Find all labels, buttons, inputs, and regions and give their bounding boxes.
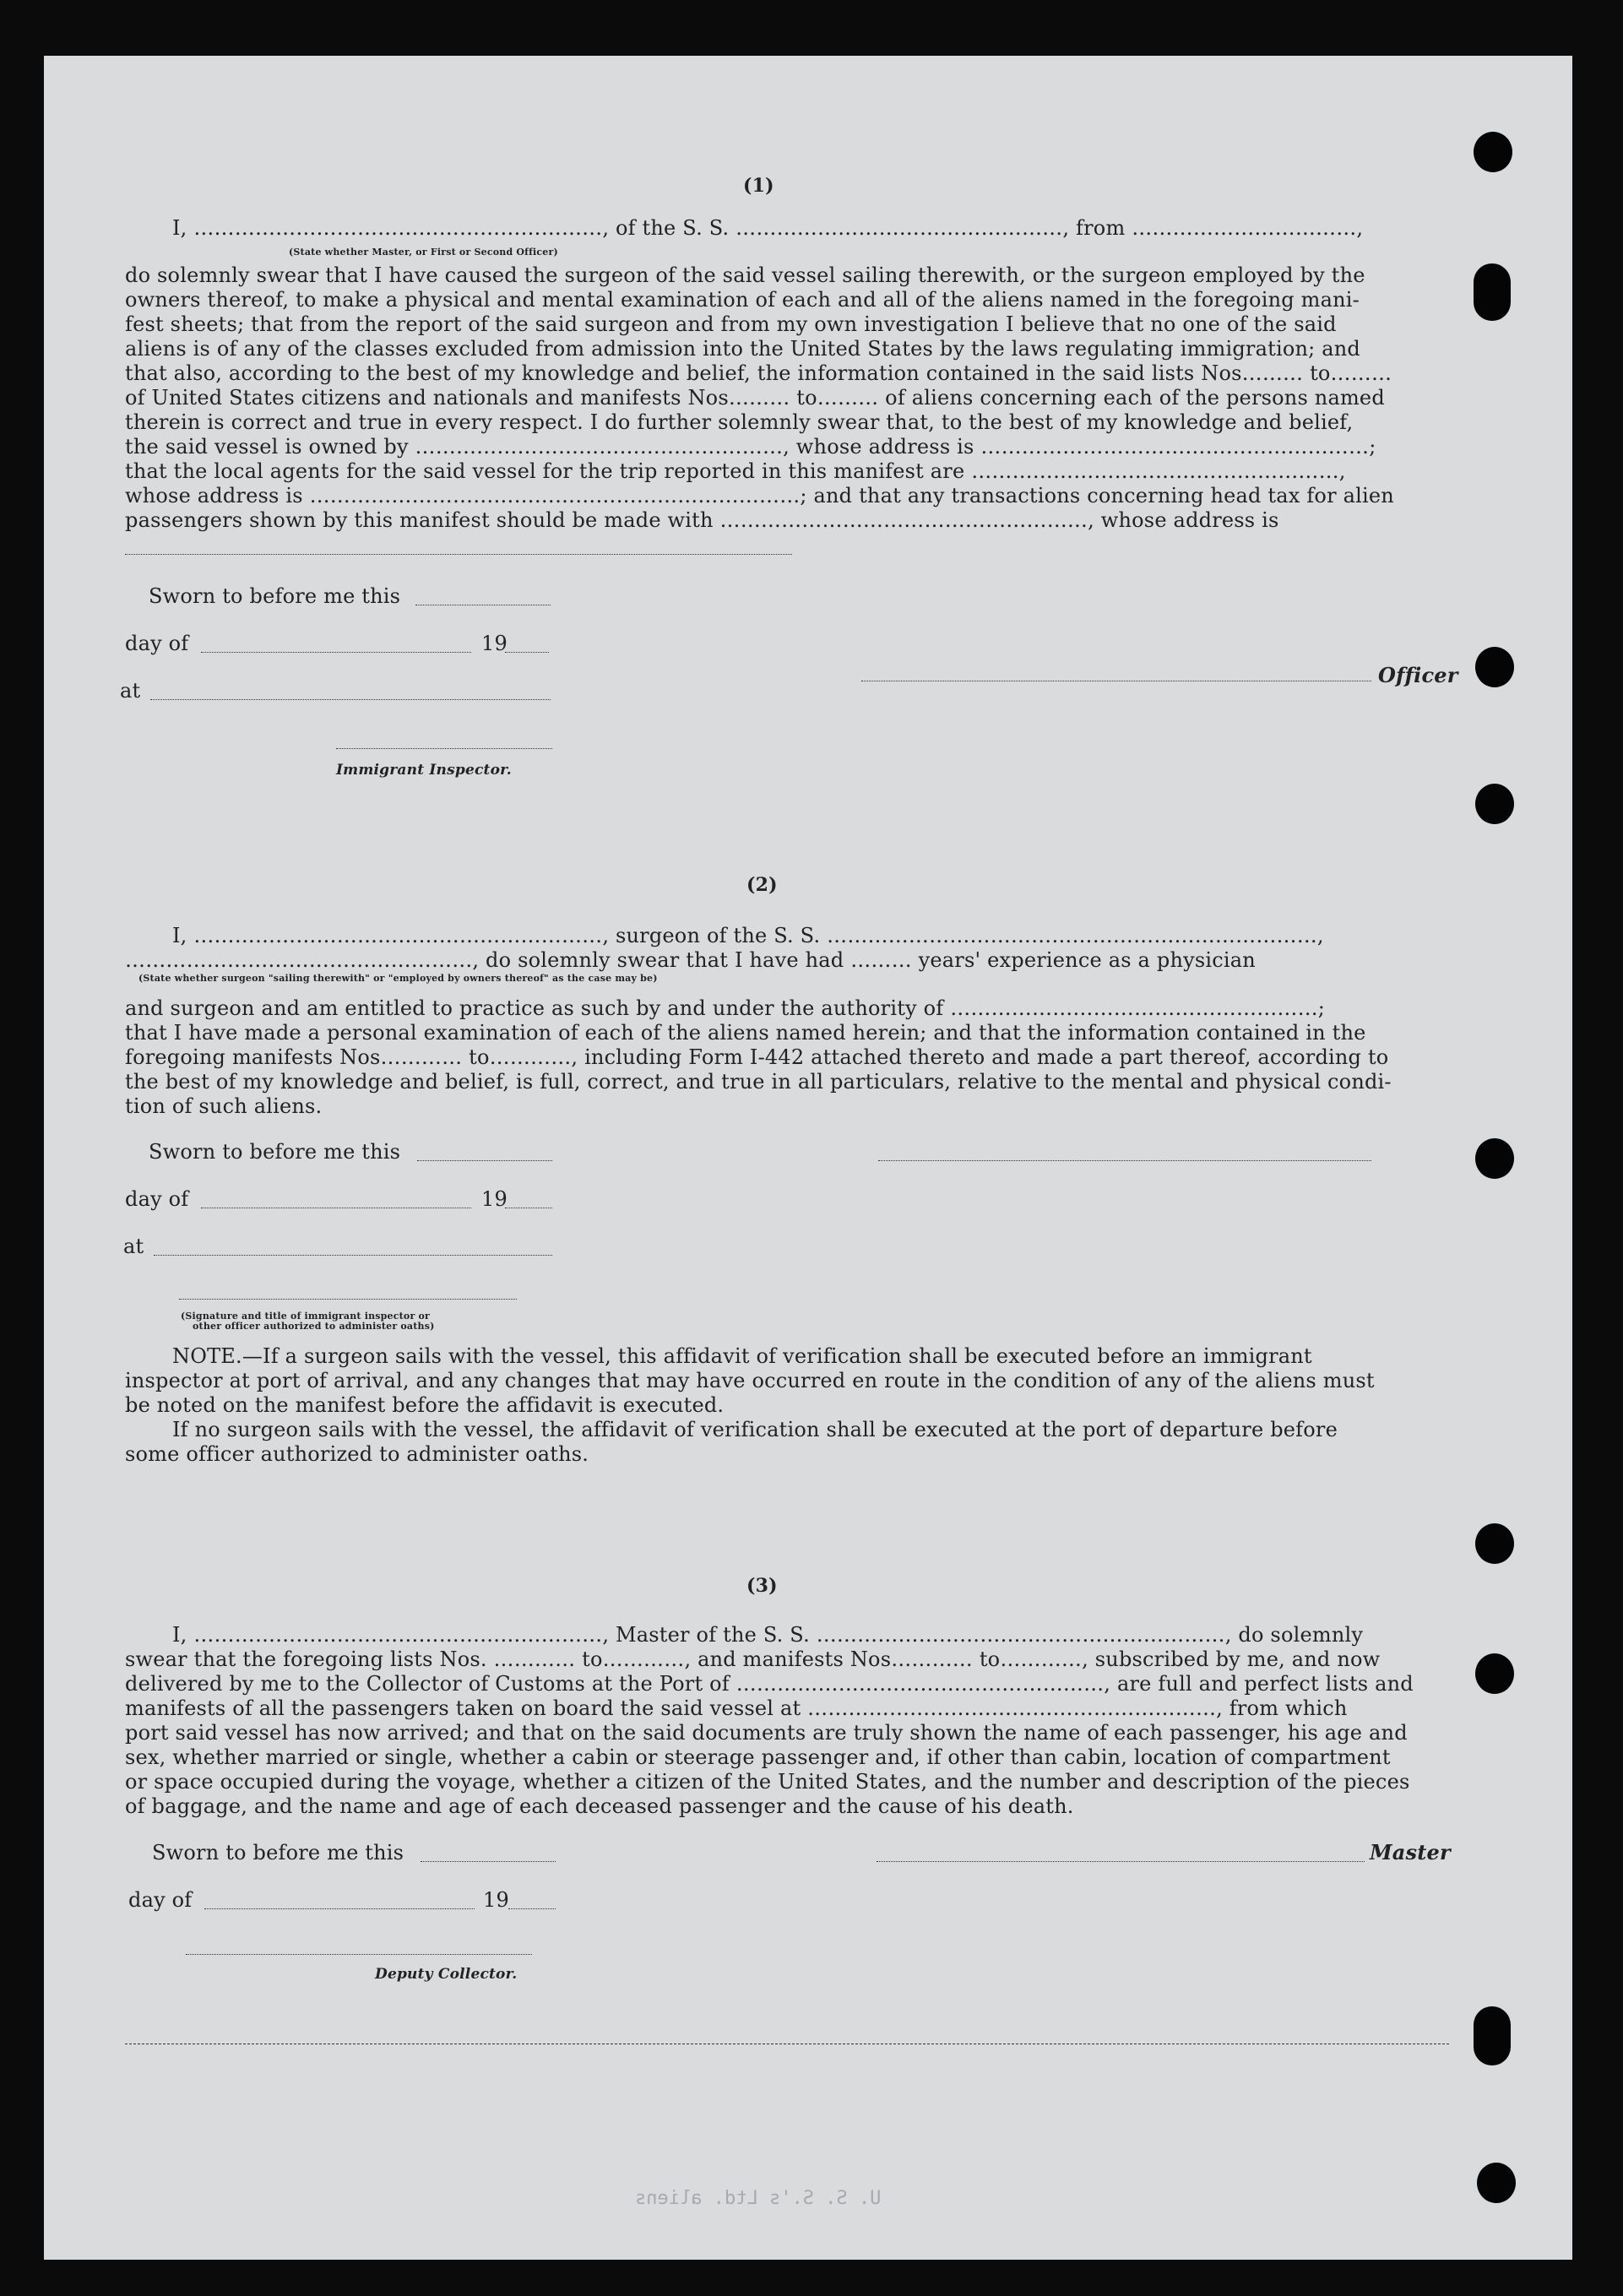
s2-sworn-label: Sworn to before me this [149,1140,401,1164]
punch-hole [1474,2006,1511,2065]
s2-sworn-line [417,1160,552,1161]
s3-line-8: of baggage, and the name and age of each deceased passenger and the cause of his death. [125,1794,1074,1818]
punch-hole [1475,784,1514,824]
punch-hole [1474,132,1512,172]
s2-note-4: If no surgeon sails with the vessel, the affidavit of verification shall be executed at the port of departure before [172,1418,1338,1441]
s3-master-label: Master [1370,1840,1451,1864]
s2-surgeon-signature-line [878,1160,1371,1161]
s1-day-label: day of [125,632,189,655]
s2-line-3: and surgeon and am entitled to practice as such by and under the authority of ………………………………………………; [125,996,1326,1020]
s3-sworn-line [421,1861,556,1862]
punch-hole [1474,263,1511,321]
s1-year-label: 19 [481,632,508,655]
s2-surgeon-hint: (State whether surgeon "sailing therewith" or "employed by owners thereof" as the case may be) [138,973,658,984]
s1-line-7: of United States citizens and nationals and manifests Nos……… to……… of aliens concerning each of the persons named [125,386,1385,410]
s2-signature-caption-1: (Signature and title of immigrant inspector or [181,1311,431,1322]
s1-line-8: therein is correct and true in every respect. I do further solemnly swear that, to the best of my knowledge and belief, [125,410,1354,434]
s1-inspector-caption: Immigrant Inspector. [336,762,512,779]
s3-year-line [508,1908,556,1909]
s1-line-5: aliens is of any of the classes excluded from admission into the United States by the laws regulating immigration; and [125,337,1360,361]
s2-at-label: at [123,1235,144,1258]
s1-officer-hint: (State whether Master, or First or Second Officer) [289,247,558,258]
s1-line-10: that the local agents for the said vessel for the trip reported in this manifest are ………………………………………………, [125,459,1346,483]
s3-line-6: sex, whether married or single, whether a cabin or steerage passenger and, if other than cabin, location of compartment [125,1745,1391,1769]
s2-day-label: day of [125,1187,189,1211]
section-1-number: (1) [743,175,774,197]
s3-line-2: swear that the foregoing lists Nos. ………… to…………, and manifests Nos………… to…………, subscribed by me, and now [125,1647,1381,1671]
s2-inspector-signature-line [179,1299,517,1300]
s3-deputy-caption: Deputy Collector. [375,1966,518,1983]
s2-line-4: that I have made a personal examination of each of the aliens named herein; and that the information contained in the [125,1021,1366,1045]
manifest-affidavit-page [44,56,1572,2260]
s1-at-line [150,699,551,700]
s3-collector-signature-line [186,1954,532,1955]
s1-inspector-signature-line [336,748,552,749]
s2-at-line [154,1255,552,1256]
s2-note-2: inspector at port of arrival, and any changes that may have occurred en route in the condition of any of the aliens must [125,1369,1375,1392]
s3-line-1: I, ……………………………………………………, Master of the S. S. ……………………………………………………, do solemnly [172,1623,1364,1647]
s1-at-label: at [120,679,141,703]
s1-line-2: do solemnly swear that I have caused the surgeon of the said vessel sailing therewith, or the surgeon employed by the [125,263,1365,287]
s2-line-5: foregoing manifests Nos………… to…………, including Form I-442 attached thereto and made a part thereof, according to [125,1045,1389,1069]
s3-line-3: delivered by me to the Collector of Customs at the Port of ………………………………………………, are full and perfect lists and [125,1672,1414,1696]
s2-note-3: be noted on the manifest before the affidavit is executed. [125,1393,725,1417]
s2-year-label: 19 [481,1187,508,1211]
bleed-through-text: U. S. S.'s Ltd. aliens [635,2188,882,2209]
s3-master-signature-line [877,1861,1365,1862]
s1-officer-label: Officer [1378,663,1458,687]
s3-day-label: day of [128,1888,193,1912]
s2-note-5: some officer authorized to administer oaths. [125,1442,589,1466]
s1-line-12: passengers shown by this manifest should be made with ………………………………………………, whose address is [125,508,1279,532]
s2-line-7: tion of such aliens. [125,1094,323,1118]
s1-line-3: owners thereof, to make a physical and mental examination of each and all of the aliens named in the foregoing mani- [125,288,1360,312]
s3-line-5: port said vessel has now arrived; and that on the said documents are truly shown the name of each passenger, his age and [125,1721,1408,1745]
s3-sworn-label: Sworn to before me this [152,1841,404,1864]
s1-address-line [125,554,792,555]
s1-line-6: that also, according to the best of my knowledge and belief, the information contained in the said lists Nos……… to……… [125,361,1392,385]
s1-line-9: the said vessel is owned by ………………………………………………, whose address is …………………………………………………; [125,435,1376,459]
s1-line-1: I, ……………………………………………………, of the S. S. …………………………………………, from ……………………………, [172,216,1364,240]
section-2-number: (2) [746,874,778,896]
s3-line-4: manifests of all the passengers taken on board the said vessel at ……………………………………………………, from which [125,1696,1348,1720]
punch-hole [1475,647,1514,687]
punch-hole [1475,1138,1514,1179]
s1-line-11: whose address is ………………………………………………………………; and that any transactions concerning head tax for alien [125,484,1394,508]
s2-line-6: the best of my knowledge and belief, is full, correct, and true in all particulars, relative to the mental and physical condi- [125,1070,1392,1094]
punch-hole [1475,1653,1514,1694]
s1-sworn-label: Sworn to before me this [149,584,401,608]
s3-line-7: or space occupied during the voyage, whether a citizen of the United States, and the number and description of the pieces [125,1770,1410,1794]
s2-signature-caption-2: other officer authorized to administer oaths) [193,1321,435,1332]
section-3-number: (3) [746,1575,778,1597]
s2-note-1: NOTE.—If a surgeon sails with the vessel, this affidavit of verification shall be executed before an immigrant [172,1344,1312,1368]
s3-day-line [204,1908,475,1909]
s3-year-label: 19 [483,1888,509,1912]
s2-line-2: ……………………………………………, do solemnly swear that I have had ……… years' experience as a physician [125,948,1256,972]
punch-hole [1475,1523,1514,1564]
s2-line-1: I, ……………………………………………………, surgeon of the S. S. ………………………………………………………………, [172,924,1324,947]
s1-year-line [505,652,549,653]
s1-line-4: fest sheets; that from the report of the said surgeon and from my own investigation I believe that no one of the said [125,312,1337,336]
s1-day-line [201,652,471,653]
punch-hole [1477,2163,1516,2203]
